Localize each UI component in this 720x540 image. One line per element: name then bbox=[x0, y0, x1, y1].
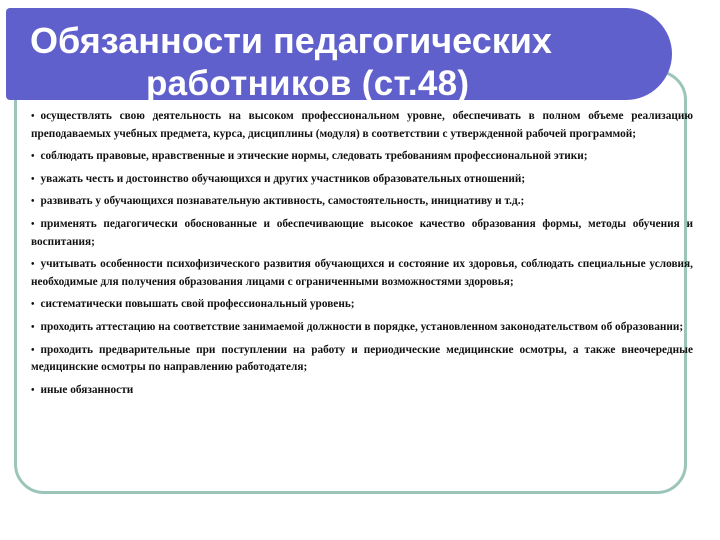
bullet-icon: • bbox=[31, 344, 35, 356]
list-item-text: соблюдать правовые, нравственные и этические нормы, следовать требованиям профессиональной этики; bbox=[40, 150, 588, 163]
bullet-icon: • bbox=[31, 218, 35, 230]
title-banner bbox=[6, 8, 672, 103]
bullet-icon: • bbox=[31, 151, 35, 163]
page-title: Обязанности педагогических bbox=[30, 20, 552, 61]
list-item-text: учитывать особенности психофизического развития обучающихся и состояние их здоровья, соблюдать специальные условия, необходимые для получения образования лицами с ограниченными возможностями здоровья; bbox=[31, 258, 693, 288]
list-item bbox=[31, 216, 693, 251]
list-item-text: проходить предварительные при поступлении на работу и периодические медицинские осмотры, а также внеочередные медицинские осмотры по направлению работодателя; bbox=[31, 343, 693, 374]
list-item-text: уважать честь и достоинство обучающихся и других участников образовательных отношений; bbox=[40, 172, 526, 185]
list-item-text: проходить аттестацию на соответствие занимаемой должности в порядке, установленном законодательством об образовании; bbox=[40, 320, 684, 333]
list-item bbox=[31, 296, 693, 314]
bullet-icon: • bbox=[31, 299, 35, 311]
list-item bbox=[31, 108, 693, 143]
list-item-text: применять педагогически обоснованные и обеспечивающие высокое качество образования формы, методы обучения и воспитания; bbox=[31, 217, 693, 248]
list-item-text: иные обязанности bbox=[40, 383, 134, 396]
list-item bbox=[31, 256, 693, 291]
list-item bbox=[31, 171, 693, 189]
bullet-icon: • bbox=[31, 384, 35, 396]
title-underline bbox=[138, 103, 644, 105]
list-item-text: систематически повышать свой профессиональный уровень; bbox=[40, 298, 355, 311]
bullet-icon: • bbox=[31, 321, 35, 333]
list-item bbox=[31, 319, 693, 337]
list-item bbox=[31, 193, 693, 211]
bullet-icon: • bbox=[31, 259, 35, 271]
list-item bbox=[31, 382, 693, 400]
list-item-text: развивать у обучающихся познавательную активность, самостоятельность, инициативу и т.д.; bbox=[40, 195, 525, 208]
bullet-icon: • bbox=[31, 173, 35, 185]
list-item bbox=[31, 148, 693, 166]
bullet-icon: • bbox=[31, 111, 35, 122]
duties-list bbox=[31, 108, 693, 404]
list-item bbox=[31, 342, 693, 377]
page-subtitle: работников (ст.48) bbox=[146, 64, 470, 103]
bullet-icon: • bbox=[31, 196, 35, 208]
list-item-text: осуществлять свою деятельность на высоком профессиональном уровне, обеспечивать в полном объеме реализацию преподаваемых учебных предмета, курса, дисциплины (модуля) в соответствии с утвержденной рабочей программой; bbox=[31, 110, 693, 140]
